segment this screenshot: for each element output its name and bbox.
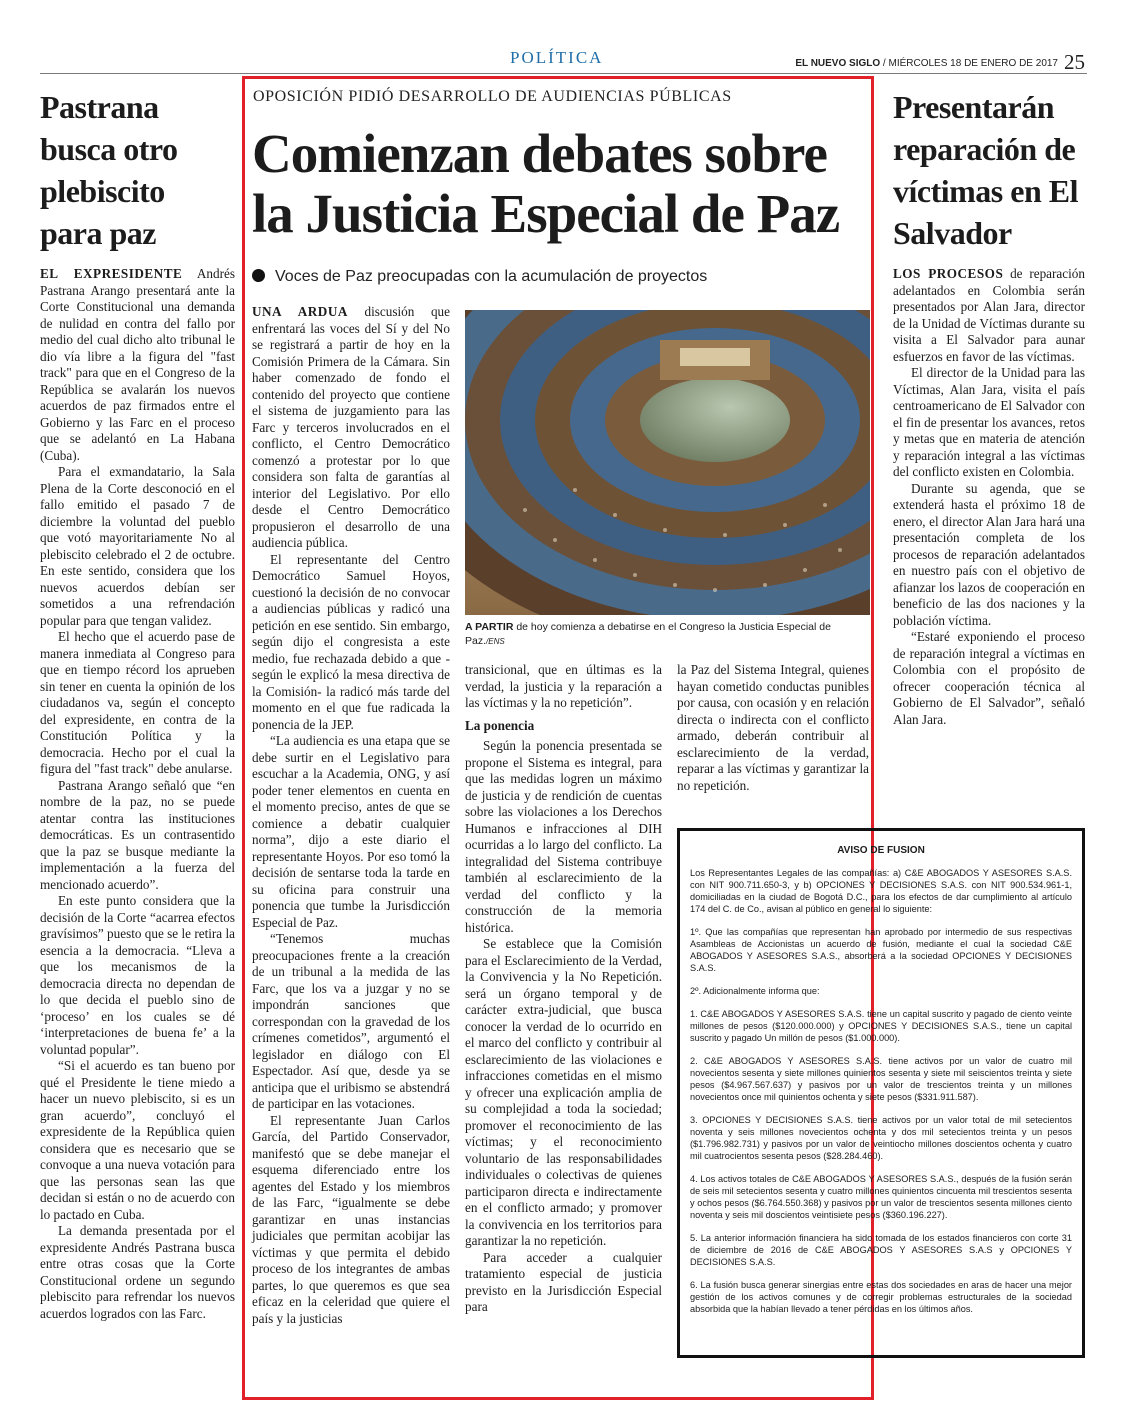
issue-date: / MIÉRCOLES 18 DE ENERO DE 2017 <box>880 58 1058 69</box>
merger-notice-title: AVISO DE FUSION <box>837 845 925 856</box>
main-article-paragraph: Se establece que la Comisión para el Esclarecimiento de la Verdad, la Convivencia y la No Repetición. será un órgano temporal y de carácter extra-judicial, que busca conocer la verdad de lo ocurrido en el marco del conflicto y contribuir al esclarecimiento de las violaciones e infracciones cometidas en el mismo y ofrecer una explicación amplia de su complejidad a toda la sociedad; promover el reconocimiento de las víctimas; y el reconocimiento voluntario de las responsabilidades individuales o colectivas de quienes participaron directa e indirectamente en el conflicto armado; y promover la convivencia en los territorios para garantizar la no repetición. <box>465 936 662 1248</box>
main-article-paragraph: la Paz del Sistema Integral, quienes hayan cometido conductas punibles por causa, con ocasión y en relación directa o indirecta con el conflicto armado, deberán contribuir al esclarecimiento de la verdad, reparar a las víctimas y garantizar la no repetición. <box>677 662 869 793</box>
main-article-subhead: La ponencia <box>465 717 535 733</box>
left-article-paragraph: Para el exmandatario, la Sala Plena de la Corte desconoció en el fallo emitido el pasado 7 de diciembre la voluntad del pueblo que votó mayoritariamente No al plebiscito celebrado el 2 de octubre. En este sentido, considera que los nuevos acuerdos debían ser sometidos a una refrendación popular para que tengan validez. <box>40 464 235 628</box>
main-article-lead: UNA ARDUA <box>252 304 348 319</box>
merger-notice-paragraph: 1. C&E ABOGADOS Y ASESORES S.A.S. tiene un capital suscrito y pagado de ciento veinte millones de pesos ($120.000.000) y OPCIONES Y DECISIONES S.A.S., tiene un capital suscrito y pagado Un millón de pesos ($1.000.000). <box>690 1009 1072 1043</box>
main-article-paragraph: transicional, que en últimas es la verdad, la justicia y la reparación a las víctimas y la no repetición”. <box>465 662 662 710</box>
right-article-lead: LOS PROCESOS <box>893 266 1004 281</box>
merger-notice-paragraph: 3. OPCIONES Y DECISIONES S.A.S. tiene activos por un valor total de mil setecientos noventa y seis millones novecientos ochenta y dos mil setecientos treinta y un pesos ($1.796.982.731) y pasivos por un valor de veintiocho millones doscientos ochenta y cuatro mil cuatrocientos sesenta pesos ($28.284.460). <box>690 1115 1072 1161</box>
merger-notice-paragraph: 5. La anterior información financiera ha sido tomada de los estados financieros con corte 31 de diciembre de 2016 de C&E ABOGADOS Y ASESORES S.A.S y OPCIONES Y DECISIONES S.A.S. <box>690 1233 1072 1267</box>
main-article-paragraph: UNA ARDUA discusión que enfrentará las voces del Sí y del No se registrará a partir de hoy en la Comisión Primera de la Cámara. Sin haber comenzado de fondo el contenido del proyecto que contiene el sistema de juzgamiento para las Farc y terceros involucrados en el conflicto, el Centro Democrático comenzó a protestar por lo que considera son falta de garantías al interior del Legislativo. Por ello desde el Centro Democrático propusieron el desarrollo de una audiencia pública. <box>252 304 450 550</box>
main-article-column-3 <box>677 662 869 794</box>
publication-name: EL NUEVO SIGLO <box>795 58 881 69</box>
section-label: POLÍTICA <box>510 48 604 67</box>
right-article-body <box>893 266 1085 728</box>
left-article-lead: EL EXPRESIDENTE <box>40 266 183 281</box>
main-article-column-2 <box>465 662 662 1316</box>
main-article-deck-text: Voces de Paz preocupadas con la acumulación de proyectos <box>275 268 708 285</box>
main-article-column-1 <box>252 304 450 1327</box>
photo-credit: /ENS <box>486 637 505 646</box>
right-article-paragraph: El director de la Unidad para las Víctimas, Alan Jara, visita el país centroamericano de El Salvador con el fin de presentar los avances, retos y metas que en materia de atención y reparación integral a las víctimas del conflicto existen en Colombia. <box>893 365 1085 479</box>
photo-caption-text: de hoy comienza a debatirse en el Congreso la Justicia Especial de Paz. <box>465 621 831 647</box>
masthead-rule <box>40 73 1087 74</box>
left-article-headline: Pastrana busca otro plebiscito para paz <box>40 89 178 251</box>
main-article-headline: Comienzan debates sobre la Justicia Especial de Paz <box>252 123 840 244</box>
bullet-icon <box>252 269 265 282</box>
main-article-paragraph: Según la ponencia presentada se propone el Sistema es integral, para que las medidas logren un máximo de justicia y de rendición de cuentas sobre las violaciones a los Derechos Humanos e infracciones al DIH ocurridas a lo largo del conflicto. La integralidad del Sistema contribuye también al esclarecimiento de la verdad del conflicto y la construcción de la memoria histórica. <box>465 738 662 935</box>
congress-chamber-image <box>465 310 870 615</box>
right-article-paragraph: Durante su agenda, que se extenderá hasta el próximo 18 de enero, el director Alan Jara hará una presentación completa de los procesos de reparación adelantados en nuestro país con el objetivo de afianzar los lazos de cooperación en beneficio de las dos naciones y la población víctima. <box>893 480 1085 628</box>
merger-notice-paragraph: 2º. Adicionalmente informa que: <box>690 986 820 996</box>
main-article-paragraph: El representante Juan Carlos García, del Partido Conservador, manifestó que se debe manejar el esquema diferenciado entre los agentes del Estado y los miembros de las Farc, “igualmente se debe garantizar en unas instancias judiciales que permitan acobijar las víctimas y que permita el debido proceso de los integrantes de ambas partes, lo que queremos es que sea eficaz en la celeridad que quiere el país y la justicias <box>252 1112 450 1326</box>
photo-caption <box>465 620 870 649</box>
merger-notice-paragraph: 4. Los activos totales de C&E ABOGADOS Y ASESORES S.A.S., después de la fusión serán de seis mil setecientos sesenta y cuatro millones quinientos cincuenta mil trescientos sesenta y ochos pesos ($6.764.550.368) y pasivos por un valor de trescientos sesenta millones ciento noventa y seis mil doscientos veintisiete pesos ($360.196.227). <box>690 1174 1072 1220</box>
page-number: 25 <box>1064 50 1085 74</box>
congress-photo <box>465 310 870 615</box>
left-article-paragraph: El hecho que el acuerdo pase de manera inmediata al Congreso para que en tiempo récord los aprueben sin tener en cuenta la opinión de los ciudadanos va, según el concepto del expresidente, en contra de la Constitución Política y la democracia. Hecho por el cual la figura del "fast track" debe anularse. <box>40 629 235 776</box>
main-article-paragraph: Para acceder a cualquier tratamiento especial de justicia previsto en la Jurisdicción Especial para <box>465 1249 662 1314</box>
merger-notice <box>677 828 1085 1358</box>
main-article-deck <box>252 268 707 286</box>
right-article-paragraph: LOS PROCESOS de reparación adelantados en Colombia serán presentados por Alan Jara, director de la Unidad de Víctimas durante su visita a El Salvador para aunar esfuerzos en favor de las víctimas. <box>893 266 1085 364</box>
left-article-paragraph: EL EXPRESIDENTE Andrés Pastrana Arango presentará ante la Corte Constitucional una demanda de nulidad en contra del fallo por medio del cual dicho alto tribunal le dio vía libre a la figura del "fast track" para que en el Congreso de la República se avalarán los nuevos acuerdos de paz firmados entre el Gobierno y las Farc en el proceso que se adelantó en La Habana (Cuba). <box>40 266 235 463</box>
left-article-paragraph: En este punto considera que la decisión de la Corte “acarrea efectos gravísimos” puesto que se le retira la esencia a la democracia. “Lleva a que los mecanismos de la democracia directa no dependan de lo que decida el pueblo sino de ‘proceso’ en los cuales se dé ‘interpretaciones de buena fe’ a la voluntad popular”. <box>40 893 235 1057</box>
left-article-paragraph: Pastrana Arango señaló que “en nombre de la paz, no se puede atentar contra las instituciones democráticas. Es un contrasentido que la paz se busque mediante la implementación a la fuerza del mencionado acuerdo”. <box>40 777 235 892</box>
right-article-headline: Presentarán reparación de víctimas en El Salvador <box>893 89 1078 251</box>
left-article-paragraph: La demanda presentada por el expresidente Andrés Pastrana busca entre otras cosas que la Corte Constitucional ordene un segundo plebiscito para refrendar los nuevos acuerdos logrados con las Farc. <box>40 1223 235 1321</box>
left-article-paragraph: “Si el acuerdo es tan bueno por qué el Presidente le tiene miedo a hacer un nuevo plebiscito, si es un gran acuerdo”, concluyó el expresidente de la República quien considera que es necesario que se convoque a una nueva votación para que las personas sean las que decidan si están o no de acuerdo con lo pactado en Cuba. <box>40 1058 235 1222</box>
publication-line <box>795 50 1085 75</box>
main-article-paragraph: El representante del Centro Democrático Samuel Hoyos, cuestionó la decisión de no convocar a audiencias públicas y radicó una petición en ese sentido. Sin embargo, según dijo el congresista a este medio, fue rechazada debido a que -según le explicó la mesa directiva de la Comisión- la radicó más tarde del momento en el que fue radicada la ponencia de la JEP. <box>252 551 450 732</box>
main-article-paragraph: “Tenemos muchas preocupaciones frente a la creación de un tribunal a la medida de las Farc, que los va a juzgar y no se impondrán sanciones que correspondan con la gravedad de los crímenes cometidos”, argumentó el legislador en diálogo con El Espectador. Así que, desde ya se anticipa que el uribismo se abstendrá de participar en las votaciones. <box>252 931 450 1111</box>
merger-notice-paragraph: 6. La fusión busca generar sinergias entre estas dos sociedades en aras de hacer una mejor gestión de los activos comunes y de corregir problemas estructurales de la sociedad absorbida que la habían llevado a tener pérdidas en los últimos años. <box>690 1280 1072 1314</box>
merger-notice-paragraph: 2. C&E ABOGADOS Y ASESORES S.A.S. tiene activos por un valor de cuatro mil novecientos sesenta y siete millones quinientos sesenta y siete mil seiscientos treinta y siete pesos ($4.967.567.637) y pasivos por un valor de trescientos treinta y un millones novecientos once mil quinientos ochenta y siete pesos ($331.911.587). <box>690 1056 1072 1102</box>
merger-notice-paragraph: Los Representantes Legales de las compañías: a) C&E ABOGADOS Y ASESORES S.A.S. con NIT 900.711.650-3, y b) OPCIONES Y DECISIONES S.A.S. con NIT 900.534.961-1, domiciliadas en la ciudad de Bogotá D.C., para los efectos de dar cumplimiento al artículo 174 del C. de Co., avisan al público en general lo siguiente: <box>690 868 1072 914</box>
photo-caption-lead: A PARTIR <box>465 621 514 633</box>
right-article-paragraph: “Estaré exponiendo el proceso de reparación integral a víctimas en Colombia con el propósito de ofrecer cooperación técnica al Gobierno de El Salvador”, señaló Alan Jara. <box>893 629 1085 727</box>
left-article-body <box>40 266 235 1322</box>
merger-notice-paragraph: 1º. Que las compañías que representan han aprobado por intermedio de sus respectivas Asambleas de Accionistas un acuerdo de fusión, mediante el cual la sociedad C&E ABOGADOS Y ASESORES S.A.S., absorberá a la sociedad OPCIONES Y DECISIONES S.A.S. <box>690 927 1072 973</box>
main-article-kicker: OPOSICIÓN PIDIÓ DESARROLLO DE AUDIENCIAS PÚBLICAS <box>253 88 732 105</box>
main-article-paragraph: “La audiencia es una etapa que se debe surtir en el Legislativo para escuchar a la Academia, ONG, y así poder tener elementos en cuenta en el momento preciso, antes de que se comience a debatir cualquier norma”, dijo a este diario el representante Hoyos. Por eso tomó la decisión de sentarse toda la tarde en su oficina para construir una ponencia que tumbe la Jurisdicción Especial de Paz. <box>252 733 450 930</box>
